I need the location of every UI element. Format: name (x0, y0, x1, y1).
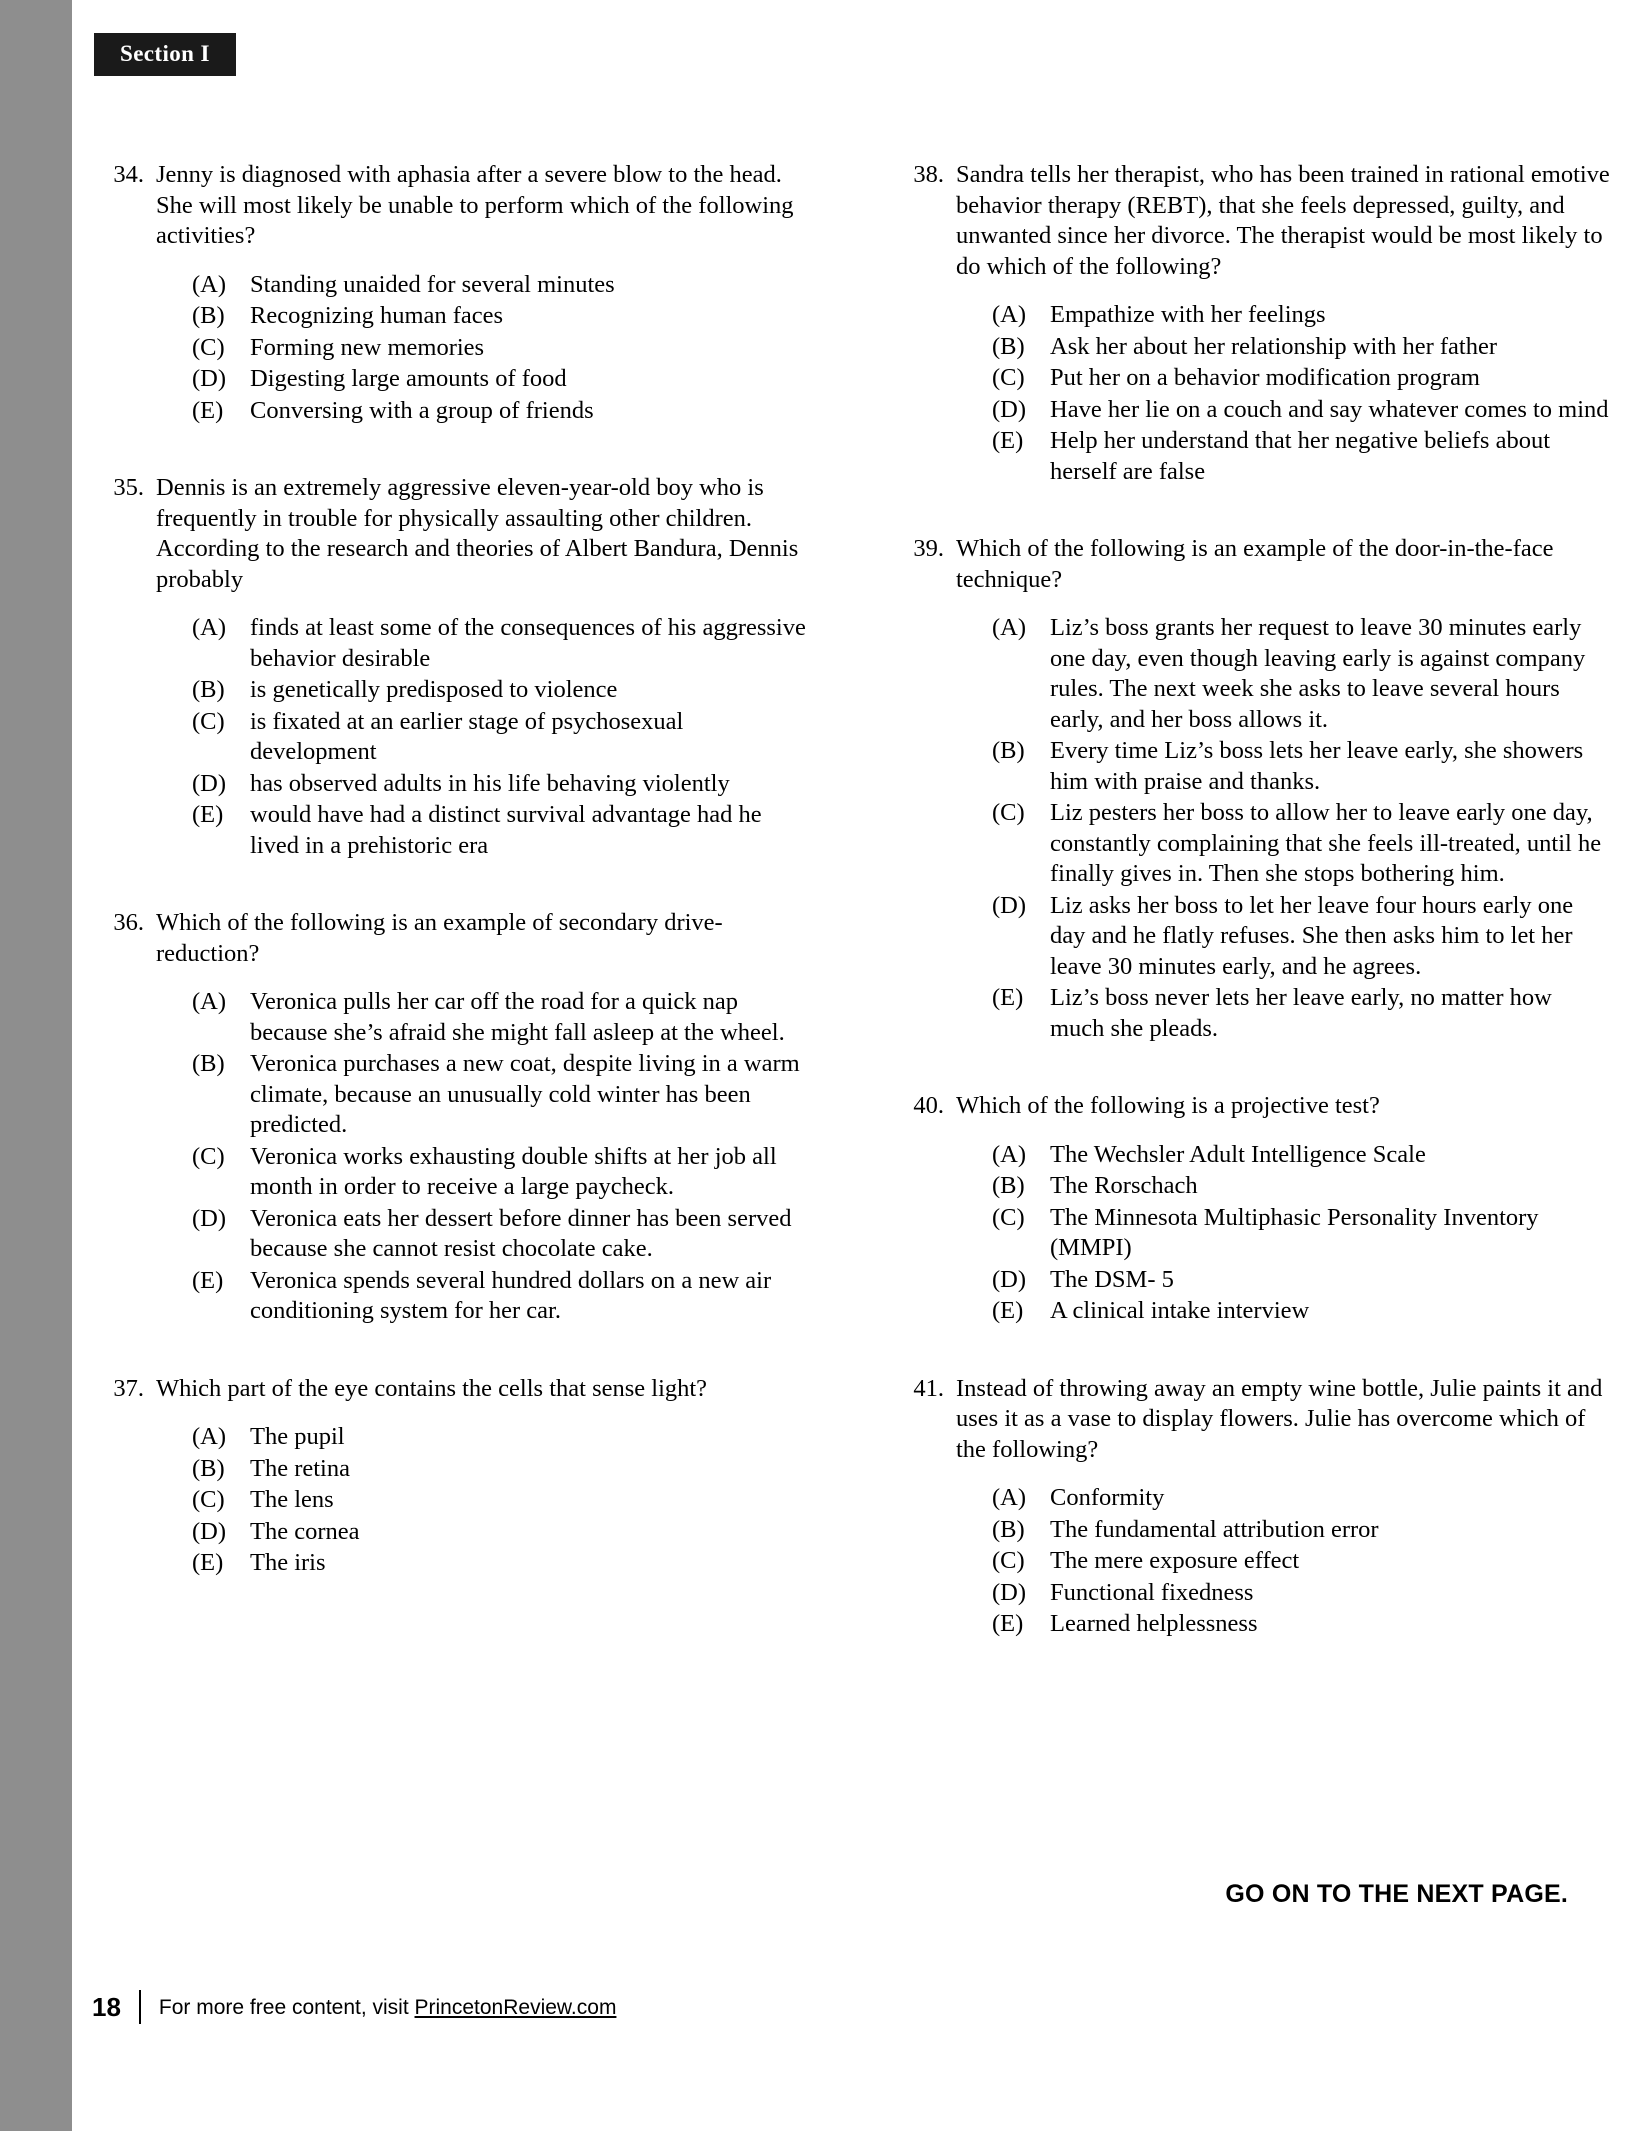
choice-text: has observed adults in his life behaving violently (250, 769, 730, 797)
choice-text: Help her understand that her negative beliefs about herself are false (1050, 427, 1551, 485)
question-item (110, 160, 810, 427)
answer-choice[interactable] (992, 426, 1610, 487)
choice-text: The Minnesota Multiphasic Personality Inventory (MMPI) (1050, 1203, 1539, 1261)
choice-letter: (E) (992, 1610, 1024, 1637)
question-number: 38. (913, 161, 944, 188)
answer-choice[interactable] (992, 1140, 1610, 1171)
answer-choice[interactable] (192, 769, 810, 800)
choice-text: Recognizing human faces (250, 302, 504, 329)
choice-text: Liz’s boss grants her request to leave 30 minutes early one day, even though leaving early is against company rules. The next week she asks to leave several hours early, and her boss allows it. (1050, 614, 1586, 733)
princeton-review-link[interactable]: PrincetonReview.com (414, 1995, 617, 2019)
question-body (956, 160, 1610, 488)
question-body (156, 908, 810, 1328)
answer-choice[interactable] (192, 301, 810, 332)
choice-text: Functional fixedness (1050, 1578, 1254, 1606)
choice-text: The DSM- 5 (1050, 1265, 1174, 1293)
question-columns (0, 160, 1640, 1687)
choice-text: Liz’s boss never lets her leave early, no matter how much she pleads. (1050, 984, 1552, 1042)
choice-list (992, 613, 1610, 1044)
choice-text: Ask her about her relationship with her father (1050, 332, 1497, 360)
choice-letter: (D) (992, 1265, 1027, 1293)
answer-choice[interactable] (992, 983, 1610, 1044)
choice-text: Every time Liz’s boss lets her leave early, she showers him with praise and thanks. (1050, 737, 1584, 795)
choice-letter: (C) (192, 1142, 225, 1170)
footer-divider (139, 1990, 141, 2024)
answer-choice[interactable] (192, 364, 810, 395)
choice-letter: (C) (992, 1547, 1025, 1574)
choice-letter: (E) (992, 427, 1024, 454)
answer-choice[interactable] (992, 798, 1610, 890)
question-number: 40. (913, 1092, 944, 1119)
choice-letter: (C) (192, 1486, 225, 1513)
choice-text: Learned helplessness (1050, 1610, 1258, 1637)
answer-choice[interactable] (992, 1578, 1610, 1609)
answer-choice[interactable] (992, 395, 1610, 426)
page-number: 18 (92, 1992, 121, 2022)
choice-letter: (B) (992, 332, 1025, 360)
answer-choice[interactable] (992, 1483, 1610, 1514)
column-right (910, 160, 1610, 1687)
question-number: 37. (113, 1374, 144, 1402)
choice-letter: (E) (992, 984, 1024, 1011)
choice-letter: (D) (192, 365, 227, 392)
choice-letter: (C) (192, 707, 225, 735)
question-item (110, 1374, 810, 1580)
choice-letter: (B) (992, 1172, 1025, 1199)
choice-letter: (A) (192, 1423, 227, 1450)
question-stem: Which of the following is an example of the door-in-the-face technique? (956, 535, 1554, 593)
page-footer (92, 1990, 616, 2024)
choice-letter: (B) (992, 1515, 1025, 1543)
choice-list (992, 1140, 1610, 1327)
choice-list (192, 270, 810, 427)
choice-letter: (A) (992, 1140, 1027, 1168)
choice-text: is genetically predisposed to violence (250, 676, 618, 703)
answer-choice[interactable] (992, 1546, 1610, 1577)
choice-text: The retina (250, 1454, 350, 1482)
choice-text: Put her on a behavior modification program (1050, 364, 1480, 391)
choice-text: Veronica pulls her car off the road for a quick nap because she’s afraid she might fall asleep at the wheel. (250, 988, 785, 1046)
choice-letter: (C) (992, 364, 1025, 391)
question-body (156, 160, 810, 427)
question-stem: Which part of the eye contains the cells that sense light? (156, 1374, 708, 1402)
choice-text: Veronica purchases a new coat, despite living in a warm climate, because an unusually cold winter has been predicted. (250, 1050, 800, 1138)
choice-letter: (A) (992, 301, 1027, 328)
choice-letter: (E) (192, 801, 224, 828)
choice-text: The mere exposure effect (1050, 1547, 1300, 1574)
answer-choice[interactable] (192, 1142, 810, 1203)
footer-credit (159, 1997, 617, 2018)
choice-list (992, 300, 1610, 487)
footer-credit-prefix: For more free content, visit (158, 1995, 415, 2019)
answer-choice[interactable] (192, 1485, 810, 1516)
choice-text: Have her lie on a couch and say whatever comes to mind (1050, 395, 1609, 423)
answer-choice[interactable] (992, 736, 1610, 797)
choice-text: The cornea (250, 1517, 360, 1545)
choice-letter: (B) (192, 302, 225, 329)
choice-text: finds at least some of the consequences of his aggressive behavior desirable (250, 614, 806, 672)
question-body (956, 1091, 1610, 1328)
choice-letter: (B) (192, 1050, 225, 1077)
choice-text: Veronica spends several hundred dollars on a new air conditioning system for her car. (250, 1266, 772, 1324)
choice-letter: (C) (192, 333, 225, 361)
choice-letter: (E) (192, 1266, 224, 1294)
choice-text: The Rorschach (1050, 1172, 1198, 1199)
choice-letter: (A) (192, 988, 227, 1015)
question-stem: Dennis is an extremely aggressive eleven-year-old boy who is frequently in trouble for physically assaulting other children. According to the research and theories of Albert Bandura, Dennis probably (156, 474, 799, 593)
choice-text: Forming new memories (250, 333, 485, 361)
go-on-notice: GO ON TO THE NEXT PAGE. (1225, 1880, 1568, 1908)
question-body (956, 534, 1610, 1045)
choice-letter: (D) (992, 891, 1027, 919)
choice-list (192, 613, 810, 861)
question-number: 34. (113, 161, 144, 188)
choice-letter: (D) (992, 395, 1027, 423)
choice-text: The iris (250, 1549, 326, 1576)
choice-list (192, 1422, 810, 1579)
choice-letter: (B) (192, 1454, 225, 1482)
choice-letter: (A) (992, 1484, 1027, 1511)
choice-text: The lens (250, 1486, 334, 1513)
answer-choice[interactable] (992, 891, 1610, 983)
answer-choice[interactable] (992, 1171, 1610, 1202)
answer-choice[interactable] (992, 1296, 1610, 1327)
choice-text: A clinical intake interview (1050, 1297, 1310, 1324)
question-item (110, 473, 810, 862)
choice-letter: (A) (992, 614, 1027, 641)
choice-letter: (B) (992, 737, 1025, 764)
answer-choice[interactable] (992, 300, 1610, 331)
choice-letter: (D) (992, 1578, 1027, 1606)
answer-choice[interactable] (192, 1454, 810, 1485)
answer-choice[interactable] (192, 707, 810, 768)
answer-choice[interactable] (192, 1548, 810, 1579)
answer-choice[interactable] (992, 1203, 1610, 1264)
section-badge: Section I (94, 33, 236, 76)
column-left (110, 160, 810, 1687)
answer-choice[interactable] (992, 363, 1610, 394)
question-body (156, 473, 810, 862)
answer-choice[interactable] (192, 270, 810, 301)
question-stem: Instead of throwing away an empty wine bottle, Julie paints it and uses it as a vase to display flowers. Julie has overcome which of the following? (956, 1374, 1603, 1463)
choice-letter: (C) (992, 1203, 1025, 1231)
question-item (110, 908, 810, 1328)
choice-text: Digesting large amounts of food (250, 365, 567, 392)
answer-choice[interactable] (192, 1422, 810, 1453)
answer-choice[interactable] (192, 987, 810, 1048)
choice-text: is fixated at an earlier stage of psychosexual development (250, 707, 684, 765)
question-number: 36. (113, 909, 144, 936)
question-number: 35. (113, 474, 144, 501)
question-stem: Sandra tells her therapist, who has been trained in rational emotive behavior therapy (REBT), that she feels depressed, guilty, and unwanted since her divorce. The therapist would be most likely to do which of the following? (956, 161, 1610, 280)
choice-letter: (D) (192, 769, 227, 797)
choice-letter: (A) (192, 614, 227, 641)
choice-letter: (D) (192, 1517, 227, 1545)
choice-text: would have had a distinct survival advantage had he lived in a prehistoric era (250, 801, 762, 859)
question-number: 41. (913, 1374, 944, 1402)
choice-letter: (C) (992, 799, 1025, 826)
choice-text: Empathize with her feelings (1050, 301, 1326, 328)
question-stem: Which of the following is a projective test? (956, 1092, 1380, 1119)
answer-choice[interactable] (192, 1266, 810, 1327)
answer-choice[interactable] (192, 396, 810, 427)
answer-choice[interactable] (192, 613, 810, 674)
choice-list (192, 987, 810, 1327)
choice-text: The Wechsler Adult Intelligence Scale (1050, 1140, 1426, 1168)
choice-text: Veronica works exhausting double shifts at her job all month in order to receive a large paycheck. (250, 1142, 777, 1200)
choice-text: Veronica eats her dessert before dinner has been served because she cannot resist chocolate cake. (250, 1204, 792, 1262)
choice-text: Liz asks her boss to let her leave four hours early one day and he flatly refuses. She then asks him to let her leave 30 minutes early, and he agrees. (1050, 891, 1574, 980)
question-item (910, 160, 1610, 488)
question-body (956, 1374, 1610, 1641)
answer-choice[interactable] (192, 800, 810, 861)
choice-text: Standing unaided for several minutes (250, 270, 615, 298)
answer-choice[interactable] (192, 1204, 810, 1265)
choice-list (992, 1483, 1610, 1640)
choice-text: The fundamental attribution error (1050, 1515, 1379, 1543)
question-item (910, 534, 1610, 1045)
answer-choice[interactable] (192, 1517, 810, 1548)
answer-choice[interactable] (192, 1049, 810, 1141)
question-stem: Which of the following is an example of secondary drive-reduction? (156, 909, 723, 967)
choice-text: The pupil (250, 1423, 345, 1450)
question-item (910, 1374, 1610, 1641)
question-stem: Jenny is diagnosed with aphasia after a severe blow to the head. She will most likely be unable to perform which of the following activities? (156, 161, 794, 249)
answer-choice[interactable] (992, 332, 1610, 363)
choice-text: Conformity (1050, 1484, 1165, 1511)
answer-choice[interactable] (992, 1515, 1610, 1546)
choice-letter: (B) (192, 676, 225, 703)
answer-choice[interactable] (992, 1265, 1610, 1296)
choice-letter: (A) (192, 270, 227, 298)
choice-letter: (E) (992, 1297, 1024, 1324)
choice-letter: (D) (192, 1204, 227, 1232)
answer-choice[interactable] (992, 1609, 1610, 1640)
question-body (156, 1374, 810, 1580)
choice-letter: (E) (192, 1549, 224, 1576)
answer-choice[interactable] (192, 333, 810, 364)
choice-text: Conversing with a group of friends (250, 396, 594, 424)
answer-choice[interactable] (992, 613, 1610, 735)
choice-letter: (E) (192, 396, 224, 424)
choice-text: Liz pesters her boss to allow her to leave early one day, constantly complaining that she feels ill-treated, until he finally gives in. Then she stops bothering him. (1050, 799, 1602, 887)
question-number: 39. (913, 535, 944, 562)
question-item (910, 1091, 1610, 1328)
answer-choice[interactable] (192, 675, 810, 706)
